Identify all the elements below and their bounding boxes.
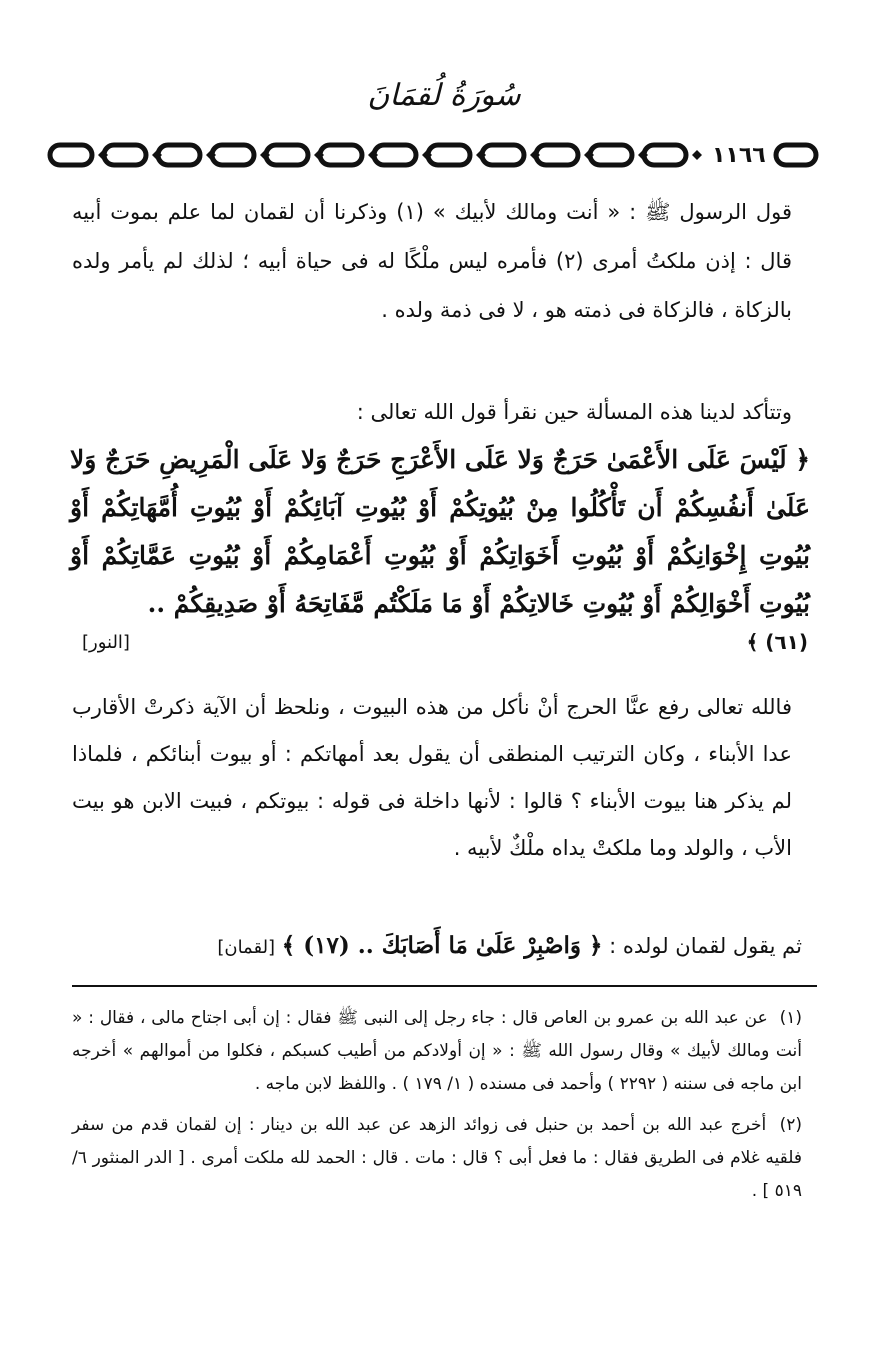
- verse-end-marker: (٦١) ﴾: [746, 630, 808, 654]
- final-reference: [لقمان]: [217, 937, 276, 958]
- page-number: ١١٦٦: [712, 143, 766, 168]
- body-paragraph-2: وتتأكد لدينا هذه المسألة حين نقرأ قول الله تعالى :: [356, 400, 792, 424]
- verse-reference: [النور]: [82, 632, 130, 653]
- final-intro: ثم يقول لقمان لولده :: [609, 934, 802, 958]
- surah-title: سُورَةُ لُقمَانَ: [367, 78, 521, 113]
- footnote-2: [72, 1109, 802, 1208]
- body-paragraph-3: فالله تعالى رفع عنَّا الحرج أنْ نأكل من هذه البيوت ، ونلحظ أن الآية ذكرتْ الأقارب عدا الأبناء ، وكان الترتيب المنطقى أن يقول بعد أمهاتكم : أو بيوت أبنائكم ، فلماذا لم يذكر هنا بيوت الأبناء ؟ قالوا : لأنها داخلة فى قوله : بيوتكم ، فبيت الابن هو بيت الأب ، والولد وما ملكتْ يداه ملْكٌ لأبيه .: [72, 695, 792, 860]
- final-line: [72, 926, 802, 968]
- footnote-number: (١): [779, 1008, 802, 1028]
- footnotes: [72, 1002, 802, 1216]
- body-paragraph-1: قول الرسول ﷺ : « أنت ومالك لأبيك » (١) وذكرنا أن لقمان لما علم بموت أبيه قال : إذن ملكتُ أمرى (٢) فأمره ليس ملْكًا له فى حياة أبيه ؛ لذلك لم يأمر ولده بالزكاة ، فالزكاة فى ذمته هو ، لا فى ذمة ولده .: [72, 200, 792, 322]
- footnote-number: (٢): [779, 1115, 802, 1135]
- footnote-text: عن عبد الله بن عمرو بن العاص قال : جاء رجل إلى النبى ﷺ فقال : إن أبى اجتاح مالى ، فقال : « أنت ومالك لأبيك » وقال رسول الله ﷺ : « إن أولادكم من أطيب كسبكم ، فكلوا من أموالهم » أخرجه ابن ماجه فى سننه ( ٢٢٩٢ ) وأحمد فى مسنده ( ١/ ١٧٩ ) . واللفظ لابن ماجه .: [72, 1008, 802, 1094]
- footnote-text: أخرج عبد الله بن أحمد بن حنبل فى زوائد الزهد عن عبد الله بن دينار : إن لقمان قدم من سفر فلقيه غلام فى الطريق فقال : ما فعل أبى ؟ قال : مات . قال : الحمد لله ملكت أمرى . [ الدر المنثور ٦/ ٥١٩ ] .: [72, 1115, 802, 1201]
- final-quote: ﴿ وَاصْبِرْ عَلَىٰ مَا أَصَابَكَ .. (١٧) ﴾: [281, 932, 603, 959]
- footnote-separator: [72, 985, 817, 987]
- footnote-1: [72, 1002, 802, 1101]
- quran-verse: ﴿ لَيْسَ عَلَى الأَعْمَىٰ حَرَجٌ وَلا عَلَى الأَعْرَجِ حَرَجٌ وَلا عَلَى الْمَرِيضِ حَرَجٌ وَلا عَلَىٰ أَنفُسِكُمْ أَن تَأْكُلُوا مِنْ بُيُوتِكُمْ أَوْ بُيُوتِ آبَائِكُمْ أَوْ بُيُوتِ أُمَّهَاتِكُمْ أَوْ بُيُوتِ إِخْوَانِكُمْ أَوْ بُيُوتِ أَخَوَاتِكُمْ أَوْ بُيُوتِ أَعْمَامِكُمْ أَوْ بُيُوتِ عَمَّاتِكُمْ أَوْ بُيُوتِ أَخْوَالِكُمْ أَوْ بُيُوتِ خَالاتِكُمْ أَوْ مَا مَلَكْتُم مَّفَاتِحَهُ أَوْ صَدِيقِكُمْ ..: [70, 445, 810, 618]
